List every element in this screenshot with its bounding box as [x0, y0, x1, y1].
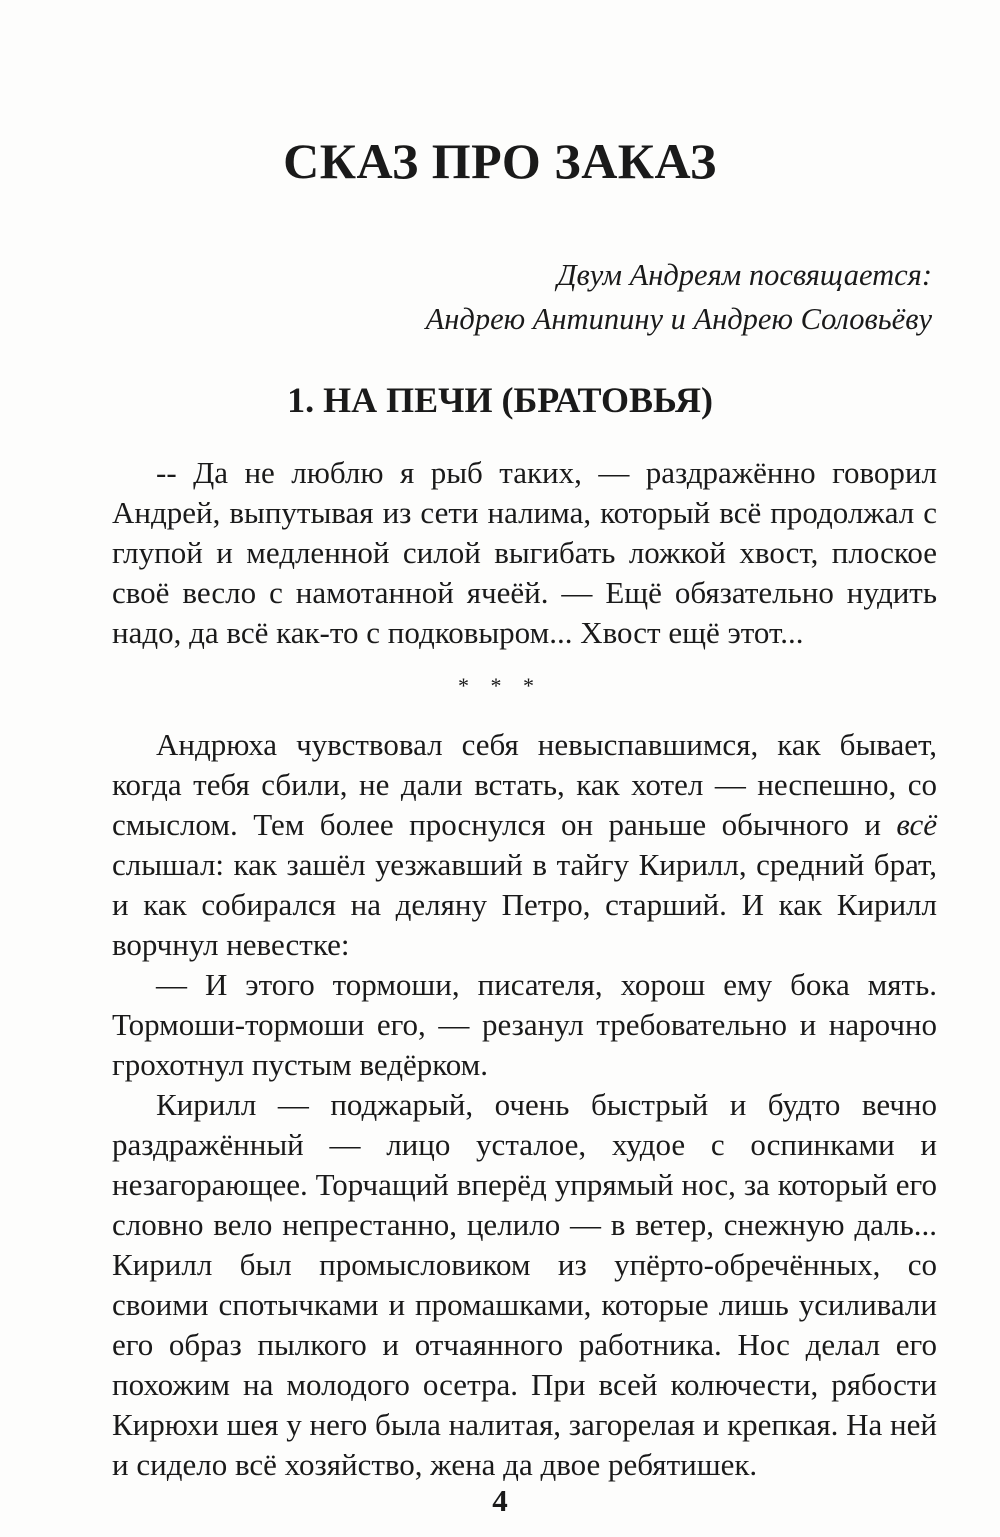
page-number: 4 — [492, 1483, 508, 1518]
text-block-main — [112, 725, 937, 1485]
paragraph-opening: -- Да не люблю я рыб таких, — раздражённо говорил Андрей, выпутывая из сети налима, который всё продолжал с глупой и медленной силой выгибать ложкой хвост, плоское своё весло с намотанной ячеёй. — Ещё обязательно нудить надо, да всё как-то с подковыром... Хвост ещё этот... — [112, 455, 937, 650]
paragraph-dialogue: — И этого тормоши, писателя, хорош ему бока мять. Тормоши-тормоши его, — резанул требовательно и нарочно грохотнул пустым ведёрком. — [112, 967, 937, 1082]
section-separator: * * * — [458, 673, 542, 698]
paragraph-andryukha-part1: Андрюха чувствовал себя невыспавшимся, как бывает, когда тебя сбили, не дали встать, как хотел — неспешно, со смыслом. Тем более проснулся он раньше обычного и — [112, 727, 937, 842]
story-title: СКАЗ ПРО ЗАКАЗ — [283, 133, 717, 189]
dedication-line-2: Андрею Антипину и Андрею Соловьёву — [425, 302, 932, 336]
text-block-opening — [112, 453, 937, 653]
paragraph-andryukha-emphasis: всё — [896, 807, 937, 842]
paragraph-kirill: Кирилл — поджарый, очень быстрый и будто вечно раздражённый — лицо усталое, худое с оспинками и незагорающее. Торчащий вперёд упрямый нос, за который его словно вело непрестанно, целило — в ветер, снежную даль... Кирилл был промысловиком из упёрто-обречённых, со своими спотычками и промашками, которые лишь усиливали его образ пылкого и отчаянного работника. Нос делал его похожим на молодого осетра. При всей колючести, рябости Кирюхи шея у него была налитая, загорелая и крепкая. На ней и сидело всё хозяйство, жена да двое ребятишек. — [112, 1087, 937, 1482]
chapter-title: 1. НА ПЕЧИ (БРАТОВЬЯ) — [287, 380, 713, 420]
paragraph-andryukha — [112, 725, 937, 965]
paragraph-andryukha-part2: слышал: как зашёл уезжавший в тайгу Кирилл, средний брат, и как собирался на деляну Петро, старший. И как Кирилл ворчнул невестке: — [112, 847, 937, 962]
dedication — [426, 253, 932, 341]
dedication-line-1: Двум Андреям посвящается: — [557, 258, 932, 292]
